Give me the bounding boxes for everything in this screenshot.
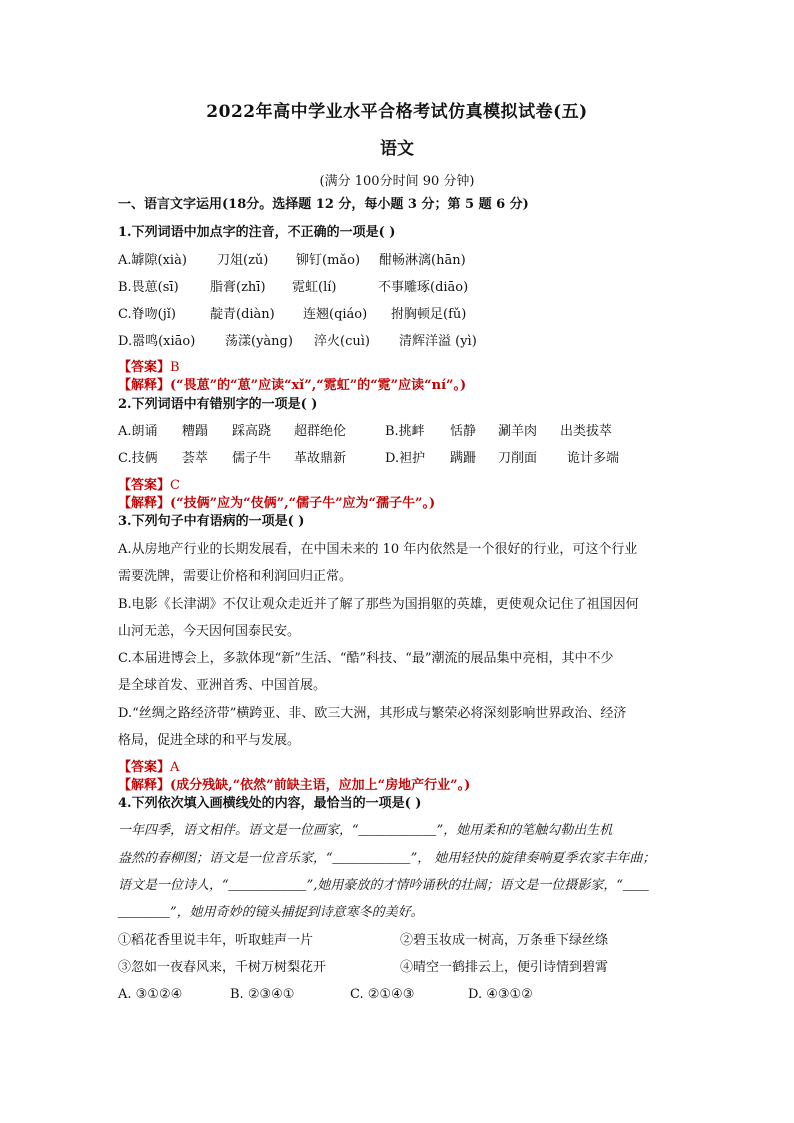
q4-passage-line: 一年四季，语文相伴。语文是一位画家，“＿＿＿＿＿＿”，她用柔和的笔触勾勒出生机 <box>118 823 613 838</box>
poem-item: ②碧玉妆成一树高，万条垂下绿丝绦 <box>400 933 609 948</box>
word: 糟蹋 <box>182 424 209 439</box>
word: 清辉洋溢 (yì) <box>399 334 477 349</box>
explain-text: (“畏葸”的“葸”应读“xǐ”,“霓虹”的“霓”应读“ní”。) <box>170 378 467 393</box>
choice-b: B. ②③④① <box>230 987 295 1002</box>
word: 刀俎(zǔ) <box>217 253 269 268</box>
question-4-stem: 4.下列依次填入画横线处的内容，最恰当的一项是( ) <box>118 796 422 811</box>
question-2-stem: 2.下列词语中有错别字的一项是( ) <box>118 397 318 412</box>
word: B.挑衅 <box>385 424 425 439</box>
q4-passage-line: ＿＿＿＿”，她用奇妙的镜头捕捉到诗意寒冬的美好。 <box>118 905 424 920</box>
explain-label: 【解释】 <box>118 778 171 793</box>
question-3-stem: 3.下列句子中有语病的一项是( ) <box>118 514 305 529</box>
q2-explanation <box>118 495 435 513</box>
poem-item: ①稻花香里说丰年，听取蛙声一片 <box>118 933 314 948</box>
answer-value: C <box>170 478 180 493</box>
word: 荡漾(yàng) <box>225 334 293 349</box>
q3-explanation <box>118 777 470 795</box>
word: 儒子牛 <box>232 451 272 466</box>
word: D.袒护 <box>385 451 426 466</box>
word: 刀削面 <box>498 451 538 466</box>
answer-label: 【答案】 <box>118 478 171 493</box>
q3-line: 需要洗牌，需要让价格和利润回归正常。 <box>118 569 353 584</box>
word: 荟萃 <box>182 451 209 466</box>
q3-answer <box>118 759 179 777</box>
subject-title: 语文 <box>380 139 414 159</box>
word: A.朗诵 <box>118 424 158 439</box>
explain-text: (成分残缺,“依然”前缺主语，应加上“房地产行业”。) <box>170 778 471 793</box>
word: 蹒跚 <box>450 451 477 466</box>
q4-passage-line: 语文是一位诗人，“＿＿＿＿＿＿”,她用豪放的才情吟诵秋的壮阔；语文是一位摄影家，“＿＿ <box>118 878 650 893</box>
q3-line: 是全球首发、亚洲首秀、中国首展。 <box>118 678 327 693</box>
q3-line: C.本届进博会上，多款体现“新”生活、“酷”科技、“最”潮流的展品集中亮相，其中不少 <box>118 651 614 666</box>
word: C.脊吻(jǐ) <box>118 307 176 322</box>
word: 不事雕琢(diāo) <box>378 280 469 295</box>
q3-line: 山河无恙，今天因何国泰民安。 <box>118 624 301 639</box>
word: 超群绝伦 <box>294 424 347 439</box>
word: 涮羊肉 <box>498 424 538 439</box>
word: B.畏葸(sī) <box>118 280 179 295</box>
q3-line: D.“丝绸之路经济带”横跨亚、非、欧三大洲，其形成与繁荣必将深刻影响世界政治、经济 <box>118 706 627 721</box>
explain-label: 【解释】 <box>118 496 171 511</box>
q3-line: A.从房地产行业的长期发展看，在中国未来的 10 年内依然是一个很好的行业，可这个行业 <box>118 542 638 557</box>
question-1-stem: 1.下列词语中加点字的注音，不正确的一项是( ) <box>118 225 396 240</box>
score-time-line: (满分 100分时间 90 分钟) <box>319 174 475 189</box>
explain-label: 【解释】 <box>118 378 171 393</box>
choice-a: A. ③①②④ <box>118 987 183 1002</box>
q3-line: B.电影《长津湖》不仅让观众走近并了解了那些为国捐躯的英雄，更使观众记住了祖国因何 <box>118 597 639 612</box>
word: C.技俩 <box>118 451 158 466</box>
q1-answer <box>118 359 180 377</box>
word: 铆钉(mǎo) <box>296 253 361 268</box>
word: 淬火(cuì) <box>314 334 370 349</box>
word: 踩高跷 <box>232 424 272 439</box>
word: 靛青(diàn) <box>210 307 275 322</box>
exam-title: 2022年高中学业水平合格考试仿真模拟试卷(五) <box>206 102 588 122</box>
choice-d: D. ④③①② <box>468 987 533 1002</box>
section-heading: 一、语言文字运用(18分。选择题 12 分，每小题 3 分；第 5 题 6 分) <box>118 197 529 212</box>
answer-label: 【答案】 <box>118 760 171 775</box>
word: 出类拔萃 <box>560 424 613 439</box>
word: 酣畅淋漓(hān) <box>379 253 466 268</box>
explain-text: (“技俩”应为“伎俩”,“儒子牛”应为“孺子牛”。) <box>170 496 436 511</box>
q1-explanation <box>118 377 466 395</box>
word: 拊胸顿足(fǔ) <box>391 307 467 322</box>
word: 诡计多端 <box>567 451 620 466</box>
word: D.嚣鸣(xiāo) <box>118 334 196 349</box>
answer-value: B <box>170 360 180 375</box>
word: 连翘(qiáo) <box>303 307 368 322</box>
word: 霓虹(lí) <box>292 280 337 295</box>
q2-answer <box>118 477 180 495</box>
q4-passage-line: 盎然的春柳图；语文是一位音乐家，“＿＿＿＿＿＿”， 她用轻快的旋律奏响夏季农家丰年曲； <box>118 851 656 866</box>
poem-item: ③忽如一夜春风来，千树万树梨花开 <box>118 960 327 975</box>
q3-line: 格局，促进全球的和平与发展。 <box>118 733 301 748</box>
word: A.罅隙(xià) <box>118 253 187 268</box>
word: 脂膏(zhī) <box>210 280 266 295</box>
word: 恬静 <box>450 424 477 439</box>
answer-value: A <box>170 760 180 775</box>
answer-label: 【答案】 <box>118 360 171 375</box>
choice-c: C. ②①④③ <box>350 987 415 1002</box>
word: 革故鼎新 <box>294 451 347 466</box>
poem-item: ④晴空一鹤排云上，便引诗情到碧霄 <box>400 960 609 975</box>
